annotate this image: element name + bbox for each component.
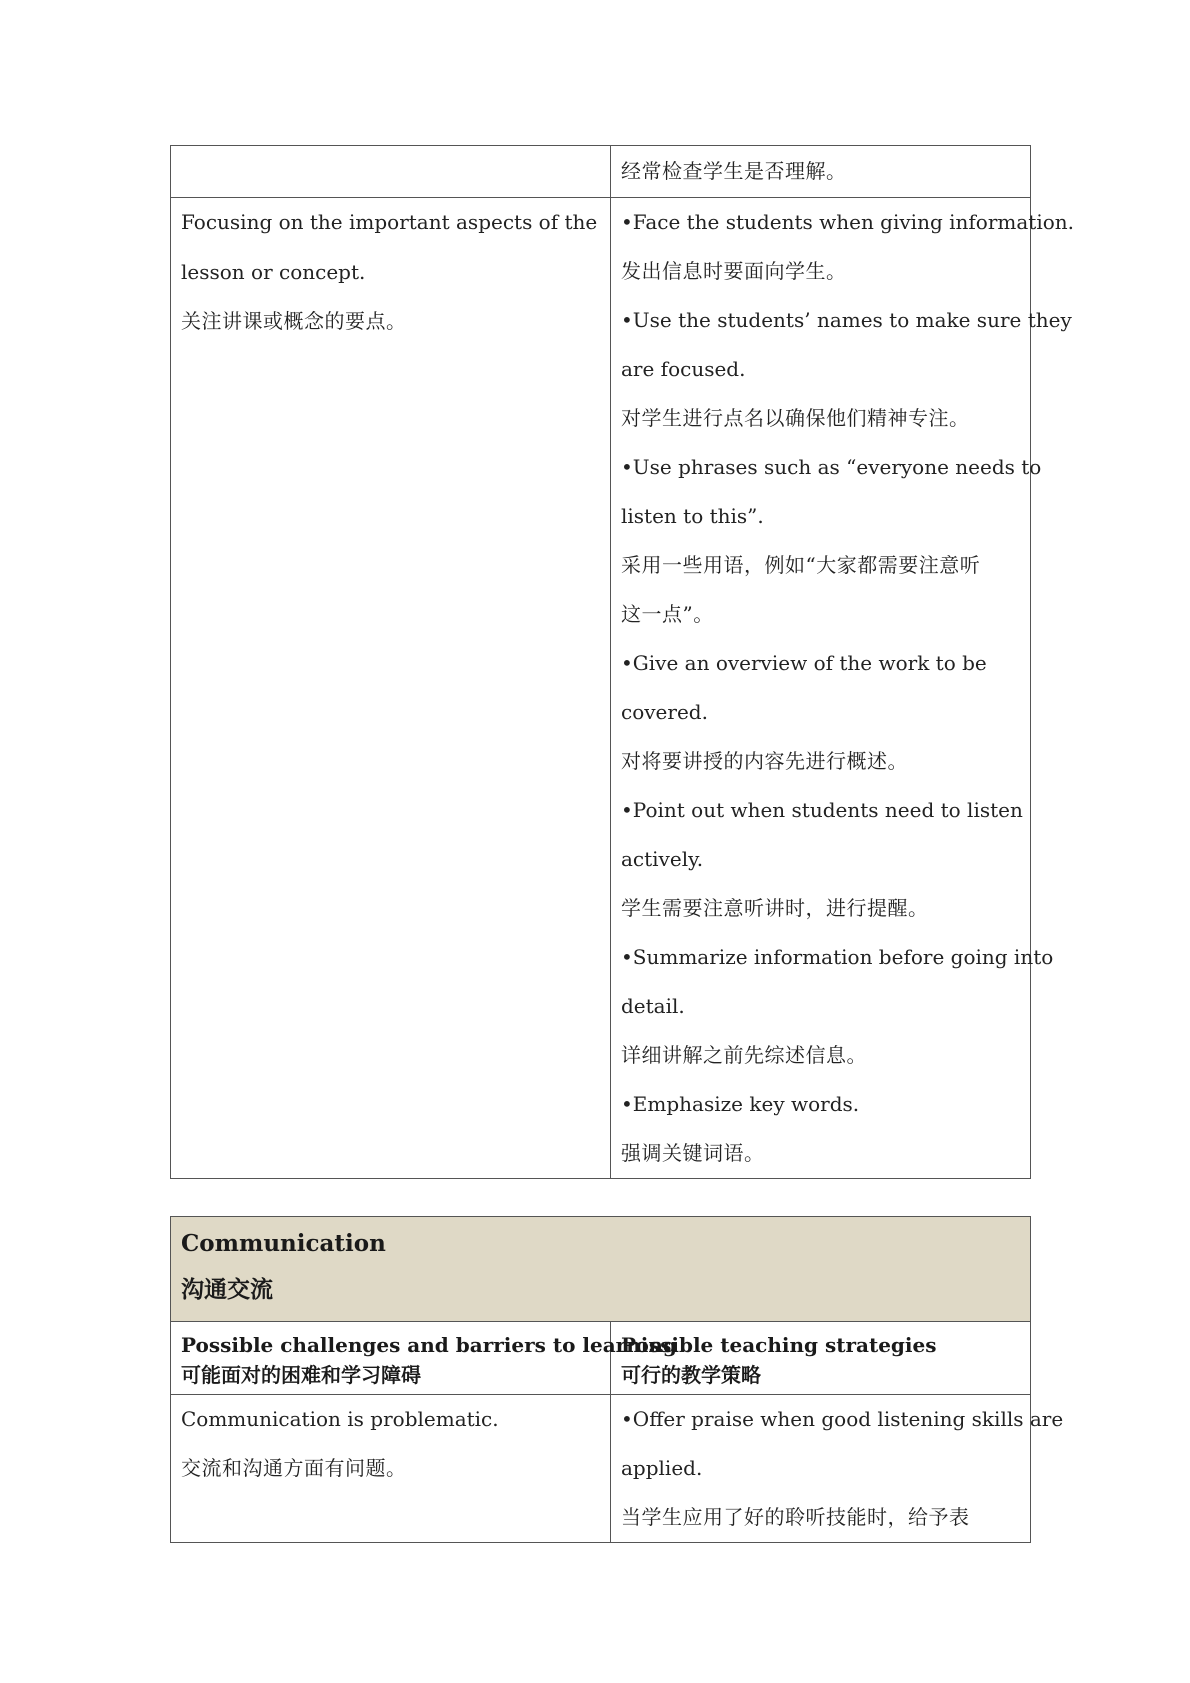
column-header-challenges xyxy=(171,1322,677,1395)
challenge-text-en-1: Focusing on the important aspects of the xyxy=(181,210,598,234)
challenge-text-cn: 交流和沟通方面有问题。 xyxy=(181,1456,407,1480)
strategy-line: actively. xyxy=(621,847,704,871)
strategy-line: •Give an overview of the work to be xyxy=(621,651,987,675)
strategy-line: •Summarize information before going into xyxy=(621,945,1054,969)
section-heading xyxy=(171,1217,1031,1322)
strategy-line: •Use the students’ names to make sure they xyxy=(621,308,1072,332)
table-cell-challenge xyxy=(171,1395,611,1543)
strategy-line: 对将要讲授的内容先进行概述。 xyxy=(621,749,908,773)
strategy-line: •Use phrases such as “everyone needs to xyxy=(621,455,1042,479)
strategy-line: •Point out when students need to listen xyxy=(621,798,1023,822)
strategy-line: 这一点”。 xyxy=(621,602,714,626)
table-heading-row xyxy=(171,1217,1031,1322)
table-cell-empty xyxy=(171,146,611,198)
strategy-line: listen to this”. xyxy=(621,504,764,528)
column-header-strategies xyxy=(611,1322,1031,1395)
column-header-cn: 可能面对的困难和学习障碍 xyxy=(181,1363,421,1387)
challenge-text-cn: 关注讲课或概念的要点。 xyxy=(181,309,407,333)
strategy-line: 强调关键词语。 xyxy=(621,1141,765,1165)
strategy-line: 发出信息时要面向学生。 xyxy=(621,259,847,283)
table-cell-strategy xyxy=(611,1395,1064,1543)
cell-text xyxy=(181,146,600,197)
strategy-line: 采用一些用语，例如“大家都需要注意听 xyxy=(621,553,981,577)
section-heading-en: Communication xyxy=(181,1230,386,1257)
strategy-line: 对学生进行点名以确保他们精神专注。 xyxy=(621,406,970,430)
section-heading-cn: 沟通交流 xyxy=(181,1276,273,1303)
strategy-line: applied. xyxy=(621,1456,703,1480)
strategy-line: •Face the students when giving information. xyxy=(621,210,1074,234)
challenge-text-en: Communication is problematic. xyxy=(181,1407,499,1431)
table-header-row xyxy=(171,1322,1031,1395)
challenge-text-en-2: lesson or concept. xyxy=(181,259,366,284)
strategy-line: 学生需要注意听讲时，进行提醒。 xyxy=(621,896,929,920)
strategy-line: are focused. xyxy=(621,357,746,381)
strategy-line: covered. xyxy=(621,700,708,724)
strategy-line: 当学生应用了好的聆听技能时，给予表 xyxy=(621,1505,970,1529)
strategy-line: •Offer praise when good listening skills are xyxy=(621,1407,1064,1431)
column-header-en: Possible challenges and barriers to learning xyxy=(181,1333,677,1357)
communication-table xyxy=(170,1216,1064,1543)
column-header-en: Possible teaching strategies xyxy=(621,1333,937,1357)
cell-text: 经常检查学生是否理解。 xyxy=(621,159,847,183)
strategy-line: •Emphasize key words. xyxy=(621,1092,860,1116)
table-row xyxy=(171,1395,1031,1543)
strategies-table-continued xyxy=(170,145,1074,1179)
strategy-line: 详细讲解之前先综述信息。 xyxy=(621,1043,867,1067)
table-cell-challenge xyxy=(171,198,611,1179)
strategy-line: detail. xyxy=(621,994,685,1018)
table-cell-strategy xyxy=(611,198,1074,1179)
table-row xyxy=(171,146,1031,198)
table-row xyxy=(171,198,1031,1179)
table-cell-strategy xyxy=(611,146,1031,198)
column-header-cn: 可行的教学策略 xyxy=(621,1363,761,1387)
